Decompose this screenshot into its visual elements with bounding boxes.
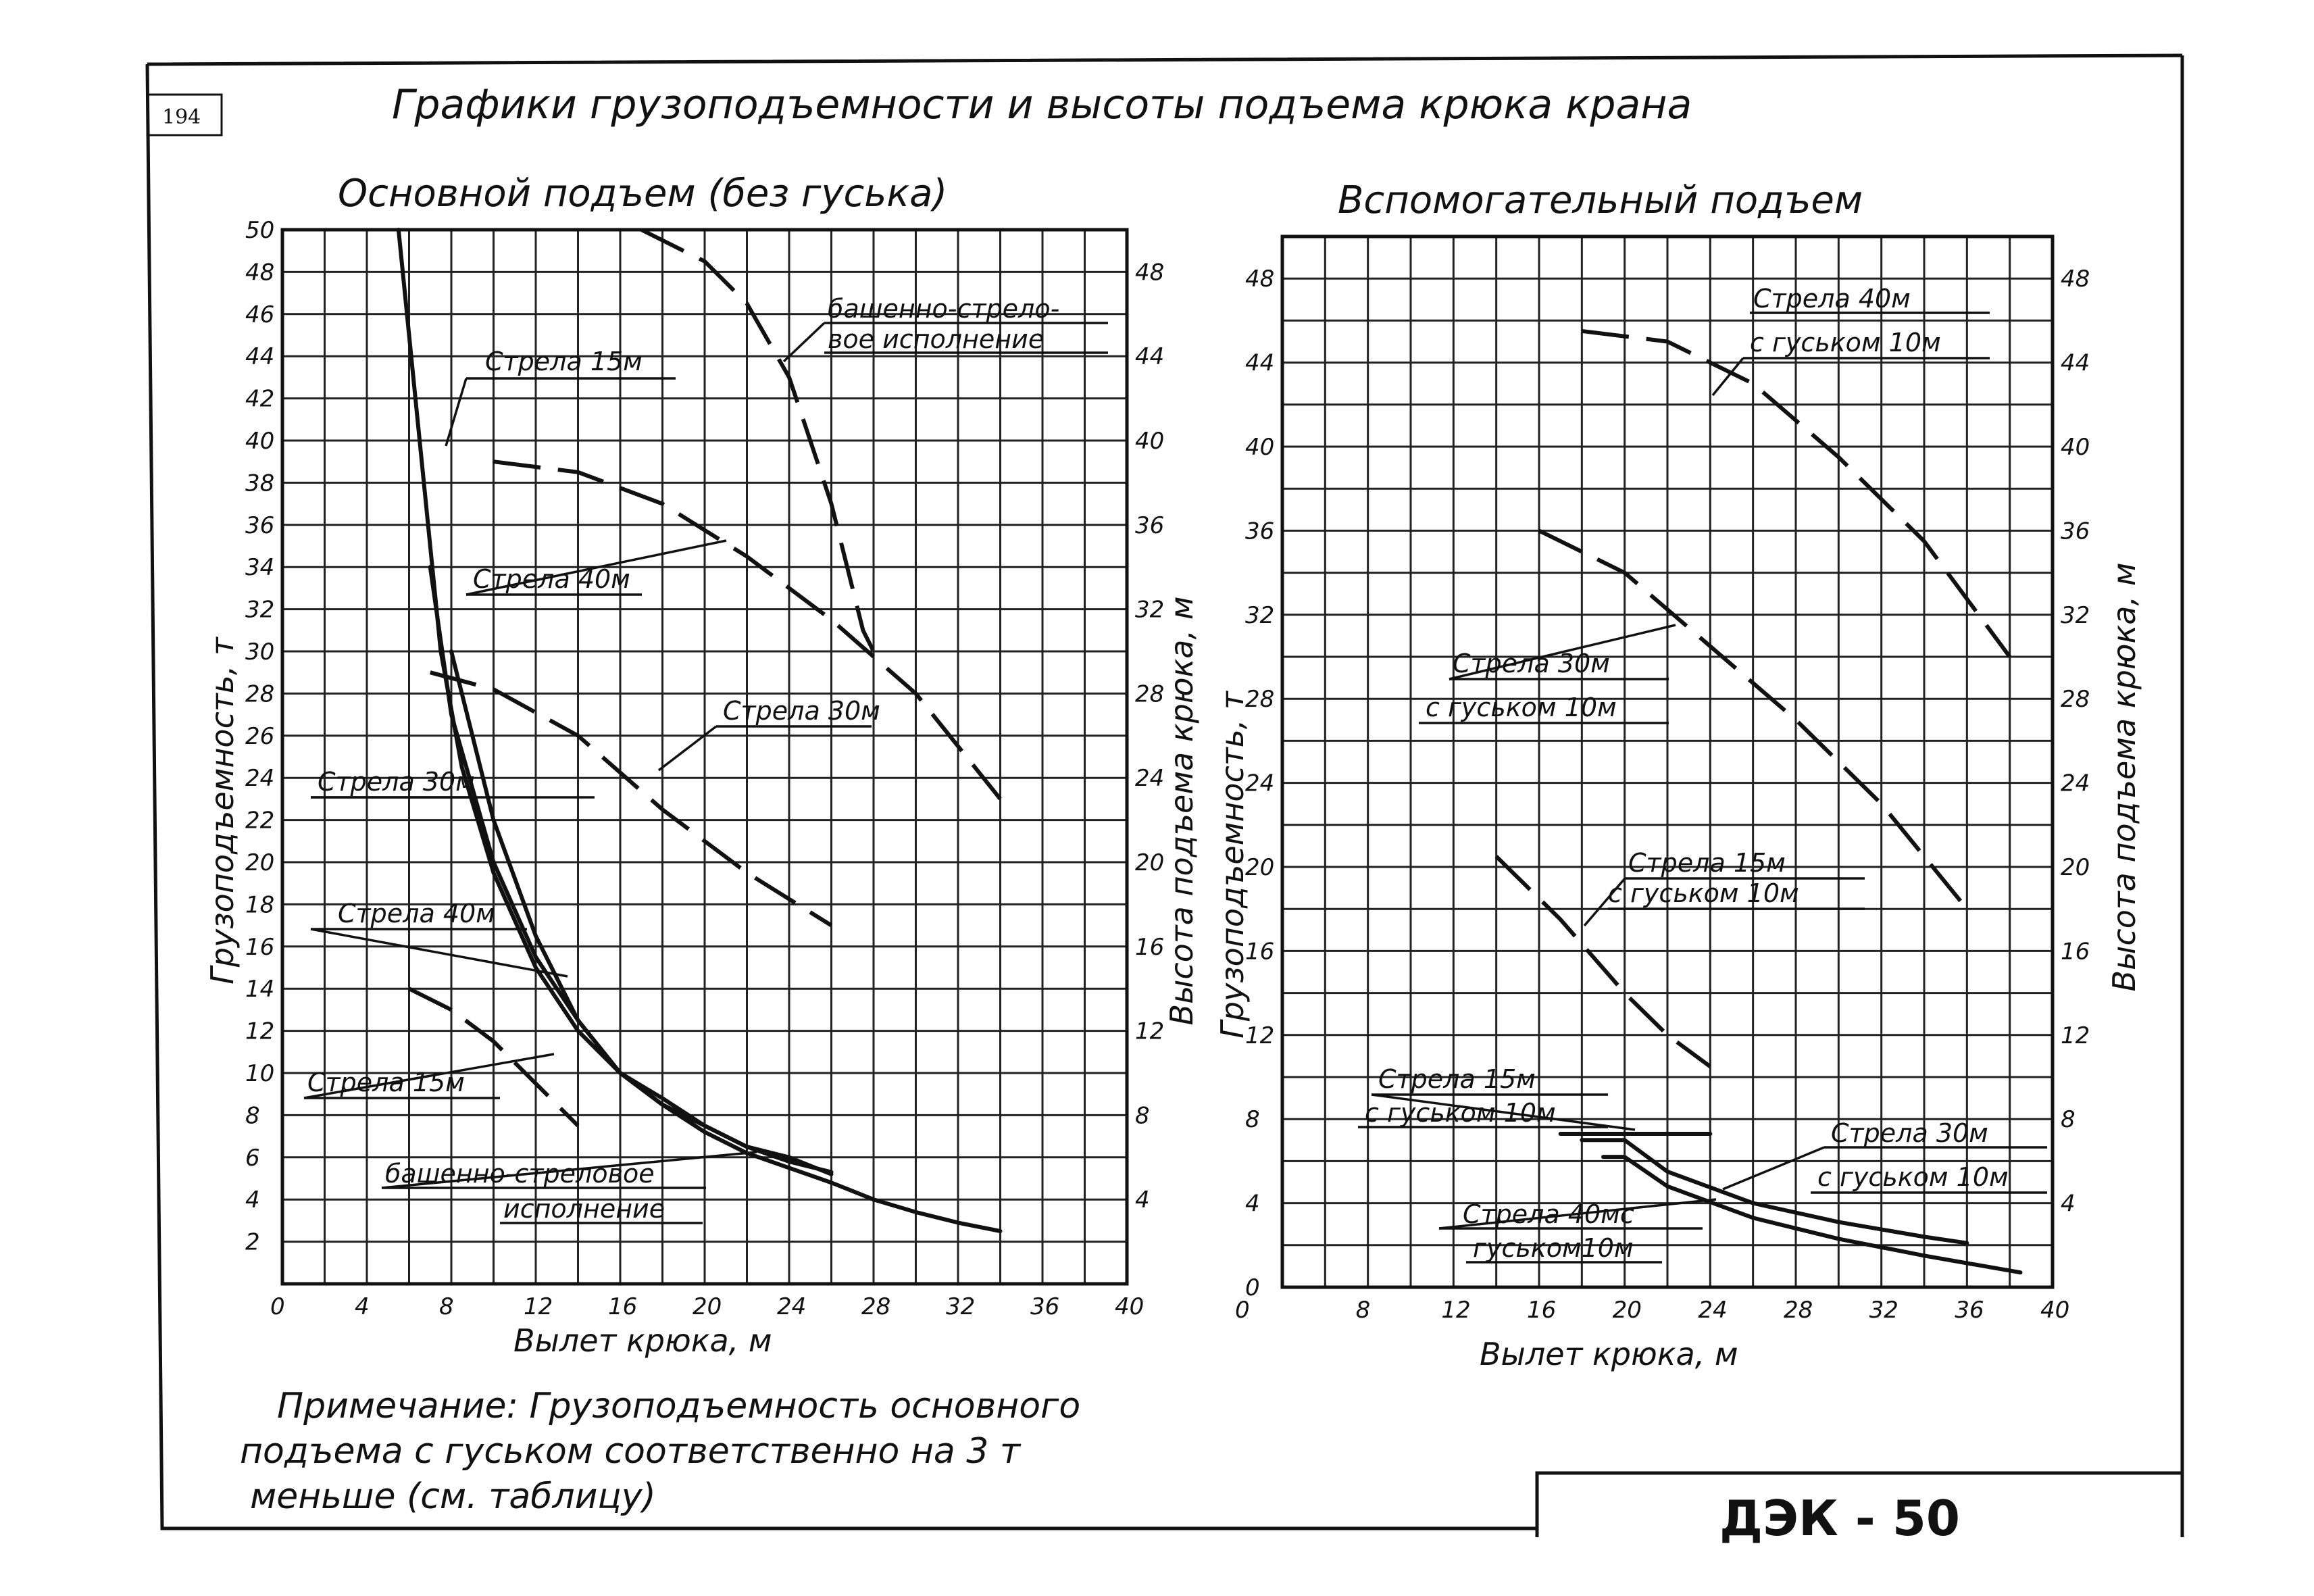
y-left-tick-label: 22 <box>245 807 275 834</box>
note-line-3: меньше (см. таблицу) <box>250 1476 656 1517</box>
x-tick-label: 0 <box>270 1293 285 1320</box>
label-leader <box>1723 1147 1824 1189</box>
curve-label: Стрела 40м <box>473 564 630 594</box>
y-right-tick-label: 32 <box>1135 596 1165 624</box>
y-left-tick-label: 48 <box>1245 266 1275 293</box>
stamp-label: ДЭК - 50 <box>1719 1490 1961 1547</box>
y-right-tick-label: 20 <box>1135 849 1165 876</box>
y-left-tick-label: 14 <box>245 976 275 1003</box>
y-left-tick-label: 38 <box>245 470 275 497</box>
curve-label: Стрела 30м <box>1453 649 1610 678</box>
y-left-tick-label: 36 <box>245 512 275 539</box>
curve-label: Стрела 30м <box>723 696 880 726</box>
label-leader <box>446 378 466 446</box>
x-tick-label: 40 <box>1115 1293 1145 1320</box>
y-right-tick-label: 36 <box>1135 512 1165 539</box>
x-tick-label: 28 <box>861 1293 891 1320</box>
curve-label: с гуськом 10м <box>1426 693 1617 722</box>
y-left-tick-label: 26 <box>245 722 275 750</box>
y-right-tick-label: 20 <box>2061 854 2090 881</box>
y-right-tick-label: 44 <box>1135 343 1165 371</box>
x-tick-label: 8 <box>439 1293 454 1320</box>
y-left-tick-label: 0 <box>1245 1274 1260 1301</box>
x-axis-title: Вылет крюка, м <box>513 1322 772 1359</box>
y-right-axis-title: Высота подъема крюка, м <box>2106 562 2142 992</box>
curve-label: башенно-стрело- <box>828 294 1060 324</box>
curve-label: с гуськом 10м <box>1750 328 1941 357</box>
y-left-tick-label: 34 <box>245 554 275 582</box>
y-right-tick-label: 4 <box>1135 1187 1150 1214</box>
y-right-tick-label: 16 <box>1135 933 1165 961</box>
y-left-tick-label: 4 <box>1245 1190 1260 1218</box>
y-left-tick-label: 4 <box>245 1187 260 1214</box>
y-left-tick-label: 10 <box>245 1060 275 1087</box>
y-right-tick-label: 40 <box>2061 434 2090 461</box>
y-right-tick-label: 44 <box>2061 349 2090 377</box>
y-left-tick-label: 28 <box>1245 686 1275 714</box>
note-line-2: подъема с гуськом соответственно на 3 т <box>240 1431 1021 1472</box>
chart-title: Вспомогательный подъем <box>1338 178 1863 222</box>
x-tick-label: 36 <box>1955 1297 1984 1324</box>
y-left-tick-label: 8 <box>245 1102 260 1130</box>
y-right-tick-label: 36 <box>2061 518 2090 545</box>
curve-label: Стрела 15м <box>307 1068 465 1097</box>
main-title: Графики грузоподъемности и высоты подъема крюка крана <box>392 81 1692 128</box>
y-right-tick-label: 24 <box>2061 770 2090 797</box>
x-tick-label: 4 <box>355 1293 370 1320</box>
x-tick-label: 36 <box>1030 1293 1060 1320</box>
main-hoist-chart <box>204 172 1200 1359</box>
curve-label: Стрела 30м <box>318 767 475 797</box>
y-right-tick-label: 32 <box>2061 601 2090 629</box>
y-right-tick-label: 28 <box>2061 686 2090 714</box>
y-left-tick-label: 44 <box>245 343 275 371</box>
y-left-tick-label: 32 <box>245 596 275 624</box>
x-tick-label: 8 <box>1355 1297 1371 1324</box>
y-left-tick-label: 24 <box>245 765 275 793</box>
y-left-tick-label: 16 <box>245 933 275 961</box>
curve-label: с гуськом 10м <box>1817 1162 2009 1192</box>
y-left-tick-label: 24 <box>1245 770 1275 797</box>
curve-label: вое исполнение <box>828 324 1045 354</box>
curve-label: Стрела 40м <box>1753 284 1911 314</box>
x-tick-label: 16 <box>1527 1297 1557 1324</box>
y-left-tick-label: 40 <box>245 428 275 455</box>
y-left-tick-label: 8 <box>1245 1106 1260 1134</box>
y-left-tick-label: 46 <box>245 301 275 328</box>
curve-label: с гуськом 10м <box>1608 878 1799 908</box>
x-axis-title: Вылет крюка, м <box>1480 1336 1738 1372</box>
x-tick-label: 24 <box>1698 1297 1728 1324</box>
x-tick-label: 12 <box>1441 1297 1471 1324</box>
x-tick-label: 12 <box>524 1293 553 1320</box>
y-left-tick-label: 42 <box>245 385 275 413</box>
y-right-tick-label: 24 <box>1135 765 1165 793</box>
y-right-tick-label: 40 <box>1135 428 1165 455</box>
auxiliary-hoist-chart <box>1214 178 2142 1372</box>
y-right-tick-label: 8 <box>2061 1106 2076 1134</box>
curve-label: Стрела 15м <box>485 347 643 376</box>
y-left-axis-title: Грузоподъемность, т <box>1214 691 1251 1039</box>
curve-label: с гуськом 10м <box>1365 1098 1556 1128</box>
y-right-tick-label: 48 <box>2061 266 2090 293</box>
y-right-tick-label: 16 <box>2061 938 2090 966</box>
y-right-tick-label: 12 <box>1135 1018 1165 1045</box>
y-left-tick-label: 44 <box>1245 349 1275 377</box>
label-leader <box>659 726 716 770</box>
y-right-tick-label: 8 <box>1135 1102 1150 1130</box>
x-tick-label: 20 <box>1612 1297 1642 1324</box>
curve-label: Стрела 40м <box>338 899 495 928</box>
y-right-tick-label: 4 <box>2061 1190 2076 1218</box>
note-line-1: Примечание: Грузоподъемность основного <box>277 1386 1081 1426</box>
x-tick-label: 0 <box>1235 1297 1250 1324</box>
y-left-axis-title: Грузоподъемность, т <box>204 637 241 984</box>
y-right-tick-label: 28 <box>1135 680 1165 708</box>
y-left-tick-label: 12 <box>245 1018 275 1045</box>
curve-label: исполнение <box>503 1194 665 1224</box>
y-right-tick-label: 48 <box>1135 259 1165 286</box>
y-right-tick-label: 12 <box>2061 1022 2090 1049</box>
y-right-axis-title: Высота подъема крюка, м <box>1163 596 1200 1026</box>
y-left-tick-label: 20 <box>245 849 275 876</box>
y-left-tick-label: 28 <box>245 680 275 708</box>
x-tick-label: 40 <box>2040 1297 2070 1324</box>
x-tick-label: 20 <box>693 1293 722 1320</box>
y-left-tick-label: 36 <box>1245 518 1275 545</box>
y-left-tick-label: 16 <box>1245 938 1275 966</box>
page-number: 194 <box>162 105 201 129</box>
y-left-tick-label: 12 <box>1245 1022 1275 1049</box>
y-left-tick-label: 6 <box>245 1144 260 1172</box>
curve-label: Стрела 30м <box>1831 1118 1988 1148</box>
y-left-tick-label: 2 <box>245 1228 260 1256</box>
x-tick-label: 32 <box>1869 1297 1898 1324</box>
curve-label: Стрела 15м <box>1378 1064 1536 1094</box>
y-left-tick-label: 32 <box>1245 601 1275 629</box>
x-tick-label: 32 <box>946 1293 976 1320</box>
curve-label: Стрела 40мс <box>1463 1199 1634 1229</box>
x-tick-label: 28 <box>1784 1297 1813 1324</box>
curve-label: Стрела 15м <box>1628 848 1786 878</box>
curve-label: гуськом10м <box>1473 1233 1634 1263</box>
y-left-tick-label: 20 <box>1245 854 1275 881</box>
x-tick-label: 16 <box>608 1293 638 1320</box>
y-left-tick-label: 48 <box>245 259 275 286</box>
y-left-tick-label: 30 <box>245 639 275 666</box>
x-tick-label: 24 <box>777 1293 807 1320</box>
curve-label: башенно-стреловое <box>385 1159 655 1189</box>
capacity-curve <box>451 651 1001 1231</box>
chart-title: Основной подъем (без гуська) <box>338 172 948 216</box>
y-left-tick-label: 18 <box>245 891 275 919</box>
y-left-tick-label: 40 <box>1245 434 1275 461</box>
y-left-tick-label: 50 <box>245 217 275 244</box>
